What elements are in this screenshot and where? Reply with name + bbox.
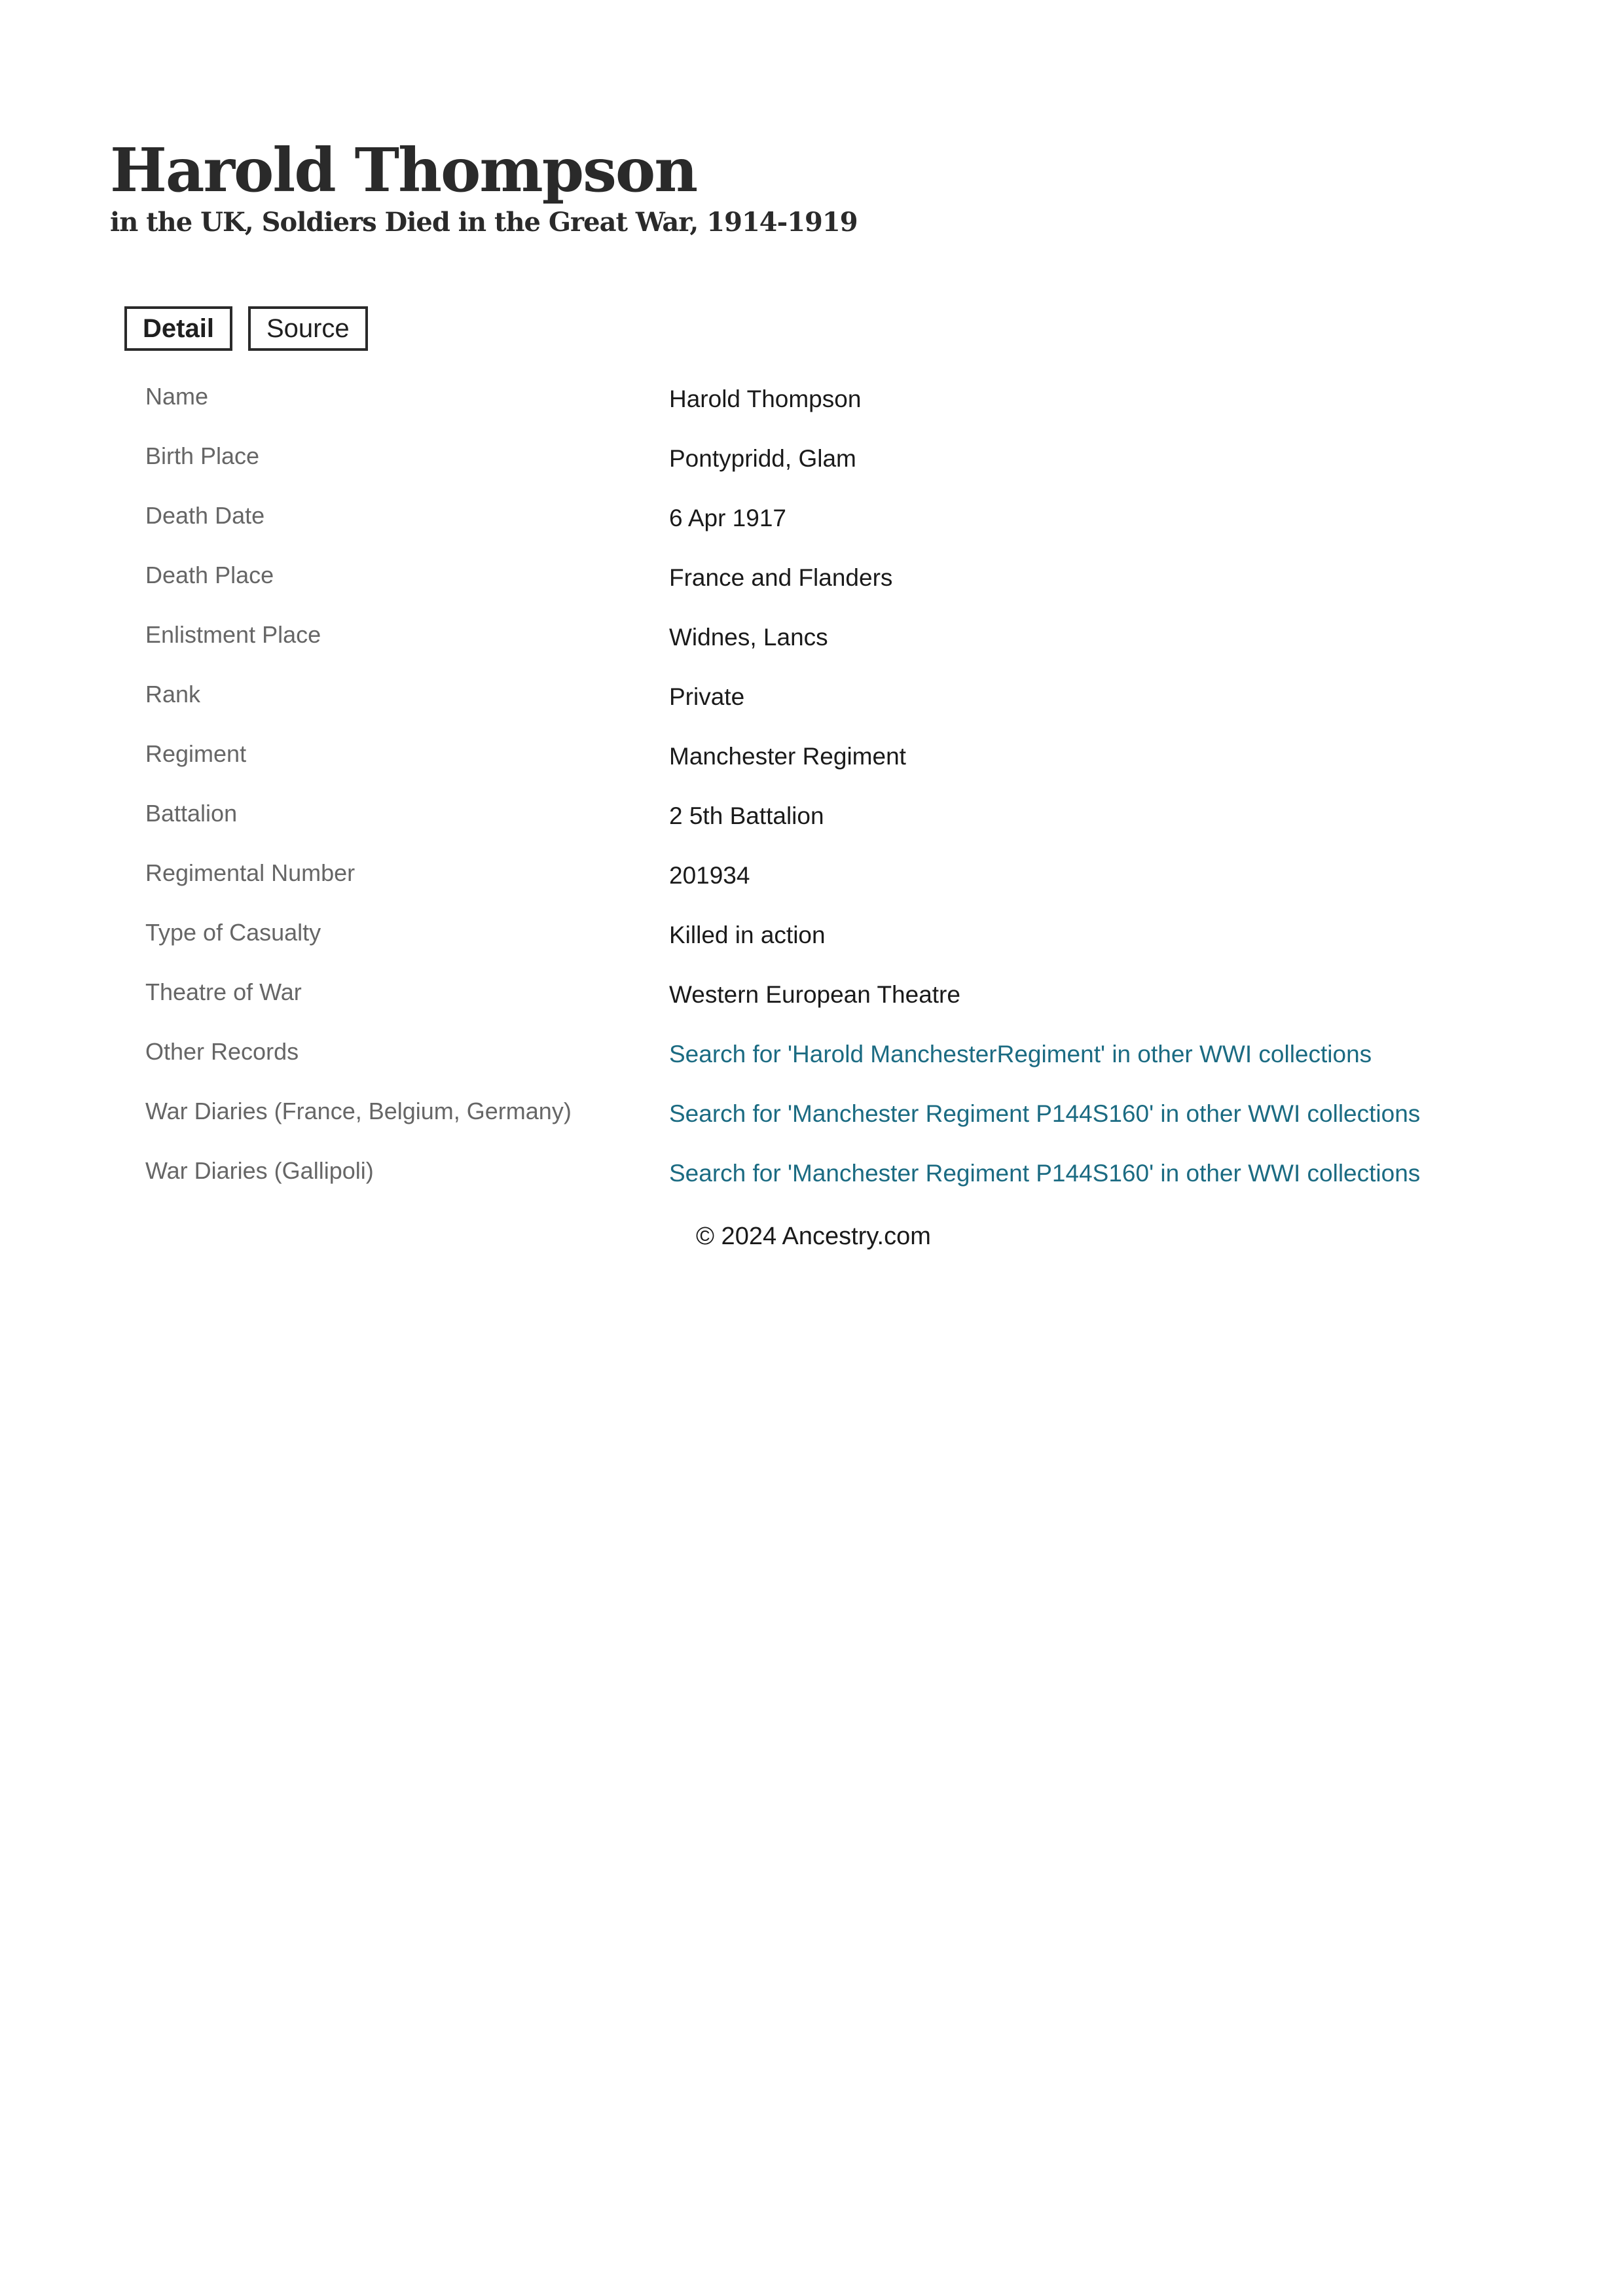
detail-value: France and Flanders <box>669 564 893 591</box>
tab-source[interactable]: Source <box>248 306 368 351</box>
copyright-footer: © 2024 Ancestry.com <box>696 1223 931 1250</box>
detail-row-war-diaries-france <box>145 1094 1520 1154</box>
detail-row-death-date <box>145 499 1520 558</box>
detail-value: Private <box>669 683 745 710</box>
record-tabs <box>124 306 368 351</box>
detail-row-war-diaries-gallipoli <box>145 1154 1520 1213</box>
detail-row-name <box>145 380 1520 439</box>
detail-label: War Diaries (France, Belgium, Germany) <box>145 1098 572 1124</box>
war-diaries-france-search-link[interactable]: Search for 'Manchester Regiment P144S160' in other WWI collections <box>669 1100 1421 1127</box>
detail-label: Other Records <box>145 1038 299 1065</box>
detail-row-type-of-casualty <box>145 916 1520 975</box>
detail-row-enlistment-place <box>145 618 1520 677</box>
detail-label: Death Date <box>145 502 265 529</box>
detail-label: War Diaries (Gallipoli) <box>145 1157 374 1184</box>
detail-value: Widnes, Lancs <box>669 624 828 651</box>
detail-value: 2 5th Battalion <box>669 802 824 829</box>
detail-value: Pontypridd, Glam <box>669 445 856 472</box>
detail-label: Regiment <box>145 740 247 767</box>
detail-value: Harold Thompson <box>669 386 862 412</box>
detail-row-battalion <box>145 797 1520 856</box>
detail-label: Theatre of War <box>145 978 302 1005</box>
detail-row-rank <box>145 677 1520 737</box>
detail-label: Rank <box>145 681 201 708</box>
tab-detail[interactable]: Detail <box>124 306 232 351</box>
other-records-search-link[interactable]: Search for 'Harold ManchesterRegiment' in other WWI collections <box>669 1041 1372 1067</box>
detail-label: Type of Casualty <box>145 919 321 946</box>
detail-label: Birth Place <box>145 442 260 469</box>
detail-value: Western European Theatre <box>669 981 960 1008</box>
detail-row-other-records <box>145 1035 1520 1094</box>
detail-label: Battalion <box>145 800 238 827</box>
war-diaries-gallipoli-search-link[interactable]: Search for 'Manchester Regiment P144S160' in other WWI collections <box>669 1160 1421 1187</box>
detail-label: Regimental Number <box>145 859 356 886</box>
detail-value: Manchester Regiment <box>669 743 906 770</box>
detail-row-birth-place <box>145 439 1520 499</box>
record-title: Harold Thompson <box>110 135 697 206</box>
detail-row-theatre-of-war <box>145 975 1520 1035</box>
detail-label: Enlistment Place <box>145 621 321 648</box>
detail-row-regiment <box>145 737 1520 797</box>
record-subtitle: in the UK, Soldiers Died in the Great War, 1914-1919 <box>110 207 858 238</box>
detail-value: 201934 <box>669 862 750 889</box>
detail-label: Death Place <box>145 562 274 588</box>
detail-value: Killed in action <box>669 922 826 948</box>
detail-row-regimental-number <box>145 856 1520 916</box>
detail-value: 6 Apr 1917 <box>669 505 786 531</box>
record-header <box>110 134 858 239</box>
detail-row-death-place <box>145 558 1520 618</box>
details-table <box>145 380 1520 1213</box>
detail-label: Name <box>145 383 209 410</box>
